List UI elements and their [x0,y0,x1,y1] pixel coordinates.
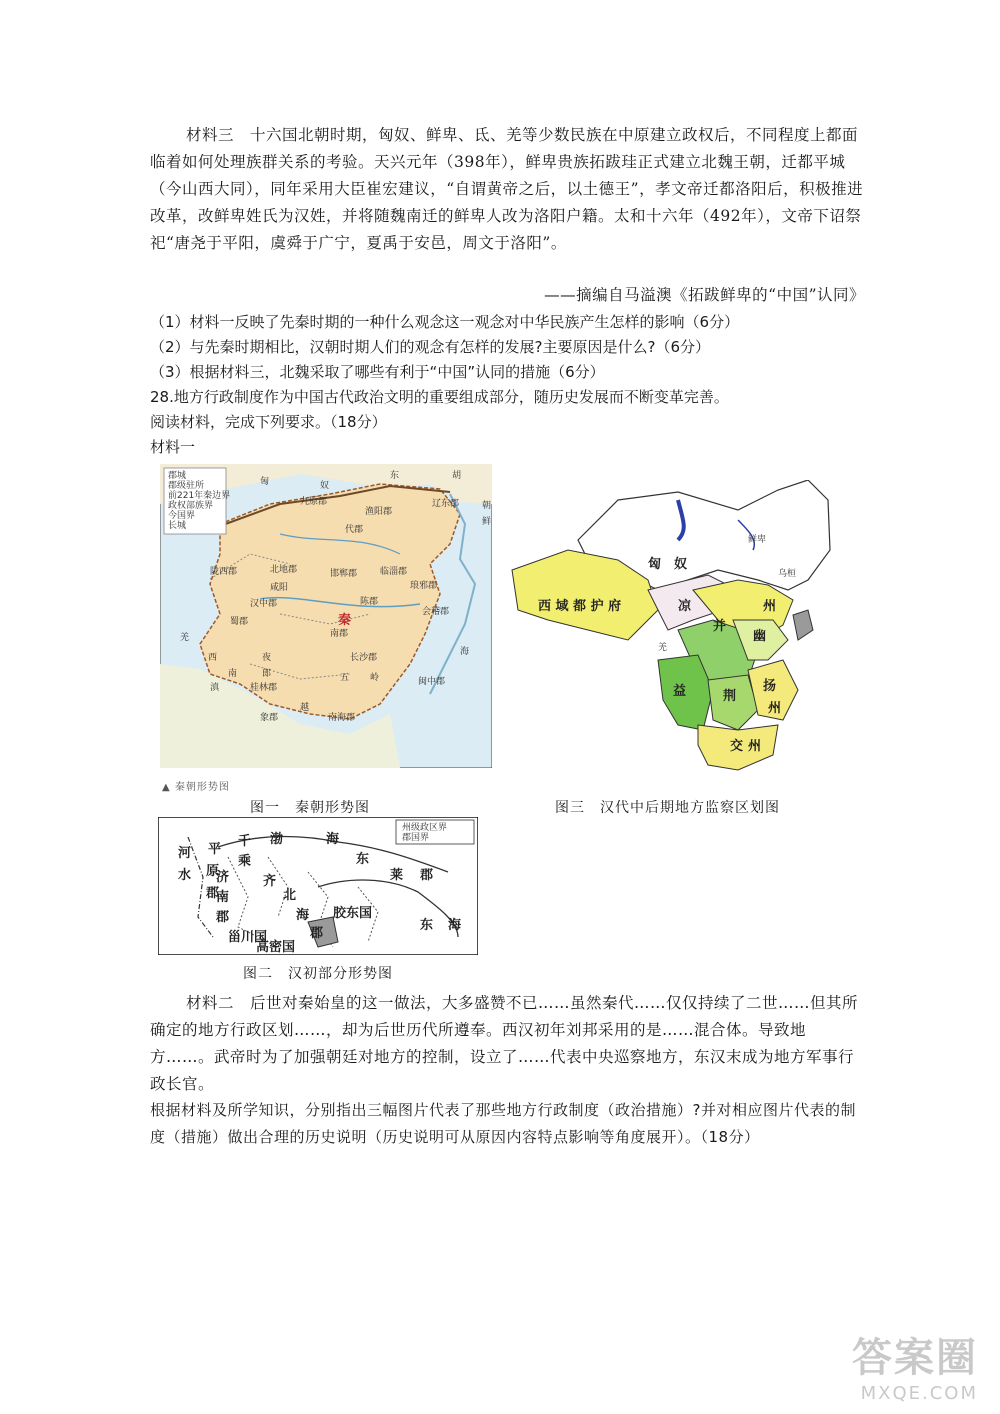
legend-item: 长城 [168,521,187,531]
map-label: 匈 奴 [648,557,688,572]
map-label: 朝 [482,501,492,511]
map-label: 桂林郡 [250,683,278,693]
map-label: 胶东国 [333,906,373,921]
map-label: 郎 [262,669,272,679]
map-label: 琅邪郡 [410,581,438,591]
legend-item: 前221年秦边界 [168,491,231,501]
map-label: 咸阳 [270,583,289,593]
map-label: 汉中郡 [250,599,278,609]
map-label: 北地郡 [270,565,298,575]
map-label: 并 [713,619,727,634]
question-1: （1）材料一反映了先秦时期的一种什么观念这一观念对中华民族产生怎样的影响（6分） [150,313,740,331]
question-3: （3）根据材料三，北魏采取了哪些有利于“中国”认同的措施（6分） [150,363,605,381]
map-label: 西 域 都 护 府 [538,599,622,614]
map-label: 州 [748,739,762,754]
map-label: 水 [178,868,192,883]
map-label: 益 [673,684,687,699]
map-label: 鲜卑 [748,535,767,545]
legend-item: 郡城 [168,471,187,481]
map-label: 临淄郡 [380,567,408,577]
map-label: 羌 [658,643,668,653]
map-label: 奴 [320,481,330,491]
map-label: 陈郡 [360,597,379,607]
legend-item: 郡国界 [402,833,430,843]
q28-line1: 28.地方行政制度作为中国古代政治文明的重要组成部分，随历史发展而不断变革完善。 [150,388,729,406]
map-label: 邯郸郡 [330,569,358,579]
han-supervision-map [508,480,838,780]
map-label: 羌 [180,633,190,643]
map-label: 海 [448,918,462,933]
final-question: 根据材料及所学知识，分别指出三幅图片代表了那些地方行政制度（政治措施）?并对相应图片代表的制度（措施）做出合理的历史说明（历史说明可从原因内容特点影响等角度展开）。（18分） [150,1101,856,1146]
map-label: 胡 [452,471,462,481]
map-label: 郡 [216,910,230,925]
map-label: 齐 [263,874,277,889]
map-label: 象郡 [260,713,279,723]
map-label: 辽东郡 [432,499,460,509]
map-label: 渔阳郡 [365,507,393,517]
map2-caption: 图二 汉初部分形势图 [243,966,393,982]
material3-paragraph: 材料三 十六国北朝时期，匈奴、鲜卑、氐、羌等少数民族在中原建立政权后，不同程度上都面临着如何处理族群关系的考验。天兴元年（398年），鲜卑贵族拓跋珪正式建立北魏王朝，迁都平城（今山西大同），同年采用大臣崔宏建议，“自谓黄帝之后，以土德王”，孝文帝迁都洛阳后，积极推进改革，改鲜卑姓氏为汉姓，并将随魏南迁的鲜卑人改为洛阳户籍。太和十六年（492年），文帝下诏祭祀“唐尧于平阳，虞舜于广宁，夏禹于安邑，周文于洛阳”。 [150,126,864,252]
legend-item: 今国界 [168,511,196,521]
map-label: 陇西郡 [210,567,238,577]
map-label: 滇 [210,683,220,693]
map-label: 郡 [310,926,324,941]
map-label: 夜 [262,653,272,663]
map-label: 州 [768,701,782,716]
map-label: 渤 [270,832,284,847]
map-label: 平 [208,842,222,857]
qin-dynasty-map [160,464,492,768]
q28-line2: 阅读材料，完成下列要求。（18分） [150,413,387,431]
map-label: 交 [730,739,744,754]
map-label: 会稽郡 [422,607,450,617]
legend-item: 州级政区界 [402,823,448,833]
map-label: 河 [178,846,192,861]
map-label: 南 [216,890,230,905]
map-label: 海 [460,647,470,657]
map1-caption: 图一 秦朝形势图 [250,800,370,816]
map-label: 东 [420,918,434,933]
map-label: 州 [763,599,777,614]
watermark-logo: 答案圈 MXQE.COM [852,1335,978,1404]
map-label: 郡 [420,868,434,883]
map-label: 南海郡 [328,713,356,723]
map-label: 济 [216,870,230,885]
material1-title: 材料一 [150,438,196,456]
map-label: 南 [228,669,238,679]
map-label: 原 [206,864,220,879]
map-label: 九原郡 [300,497,328,507]
map-label: 郡 [206,886,220,901]
map-label: 鲜 [482,517,492,527]
map-label: 北 [283,888,297,903]
map-label: 长沙郡 [350,653,378,663]
map-label: 千 [238,834,252,849]
question-2: （2）与先秦时期相比，汉朝时期人们的观念有怎样的发展?主要原因是什么?（6分） [150,338,711,356]
map-label: 闽中郡 [418,677,446,687]
map-label: 西 [208,653,218,663]
map-label: 东 [390,471,400,481]
legend-item: 郡级驻所 [168,481,205,491]
material2-paragraph: 材料二 后世对秦始皇的这一做法，大多盛赞不已……虽然秦代……仅仅持续了二世……但其所确定的地方行政区划……，却为后世历代所遵奉。西汉初年刘邦采用的是……混合体。导致地方……。武帝时为了加强朝廷对地方的控制，设立了……代表中央巡察地方，东汉末成为地方军事行政长官。 [150,994,859,1093]
map1-small-caption: ▲ 秦朝形势图 [162,782,230,793]
map-label: 岭 [370,673,380,683]
map-label: 扬 [763,679,777,694]
map-label: 莱 [390,868,404,883]
map-label: 匈 [260,477,270,487]
map-label: 代郡 [345,525,364,535]
map-label: 幽 [753,629,767,644]
map-label: 凉 [678,599,692,614]
map3-caption: 图三 汉代中后期地方监察区划图 [555,800,780,816]
map-label: 五 [340,673,350,683]
map-label: 海 [326,832,340,847]
material3-source: ——摘编自马溢澳《拓跋鲜卑的“中国”认同》 [544,286,865,304]
map-label: 东 [356,852,370,867]
map-label: 甾川国 [228,930,268,945]
map-label: 乌桓 [778,569,797,579]
qin-label: 秦 [338,613,352,628]
map-label: 荆 [723,689,737,704]
legend-item: 政权部族界 [168,501,214,511]
map-label: 高密国 [256,940,296,955]
early-han-map [158,817,478,955]
map-label: 乘 [238,854,252,869]
map-label: 南郡 [330,629,349,639]
map-label: 海 [296,908,310,923]
map-label: 越 [300,703,310,713]
map-label: 蜀郡 [230,617,249,627]
